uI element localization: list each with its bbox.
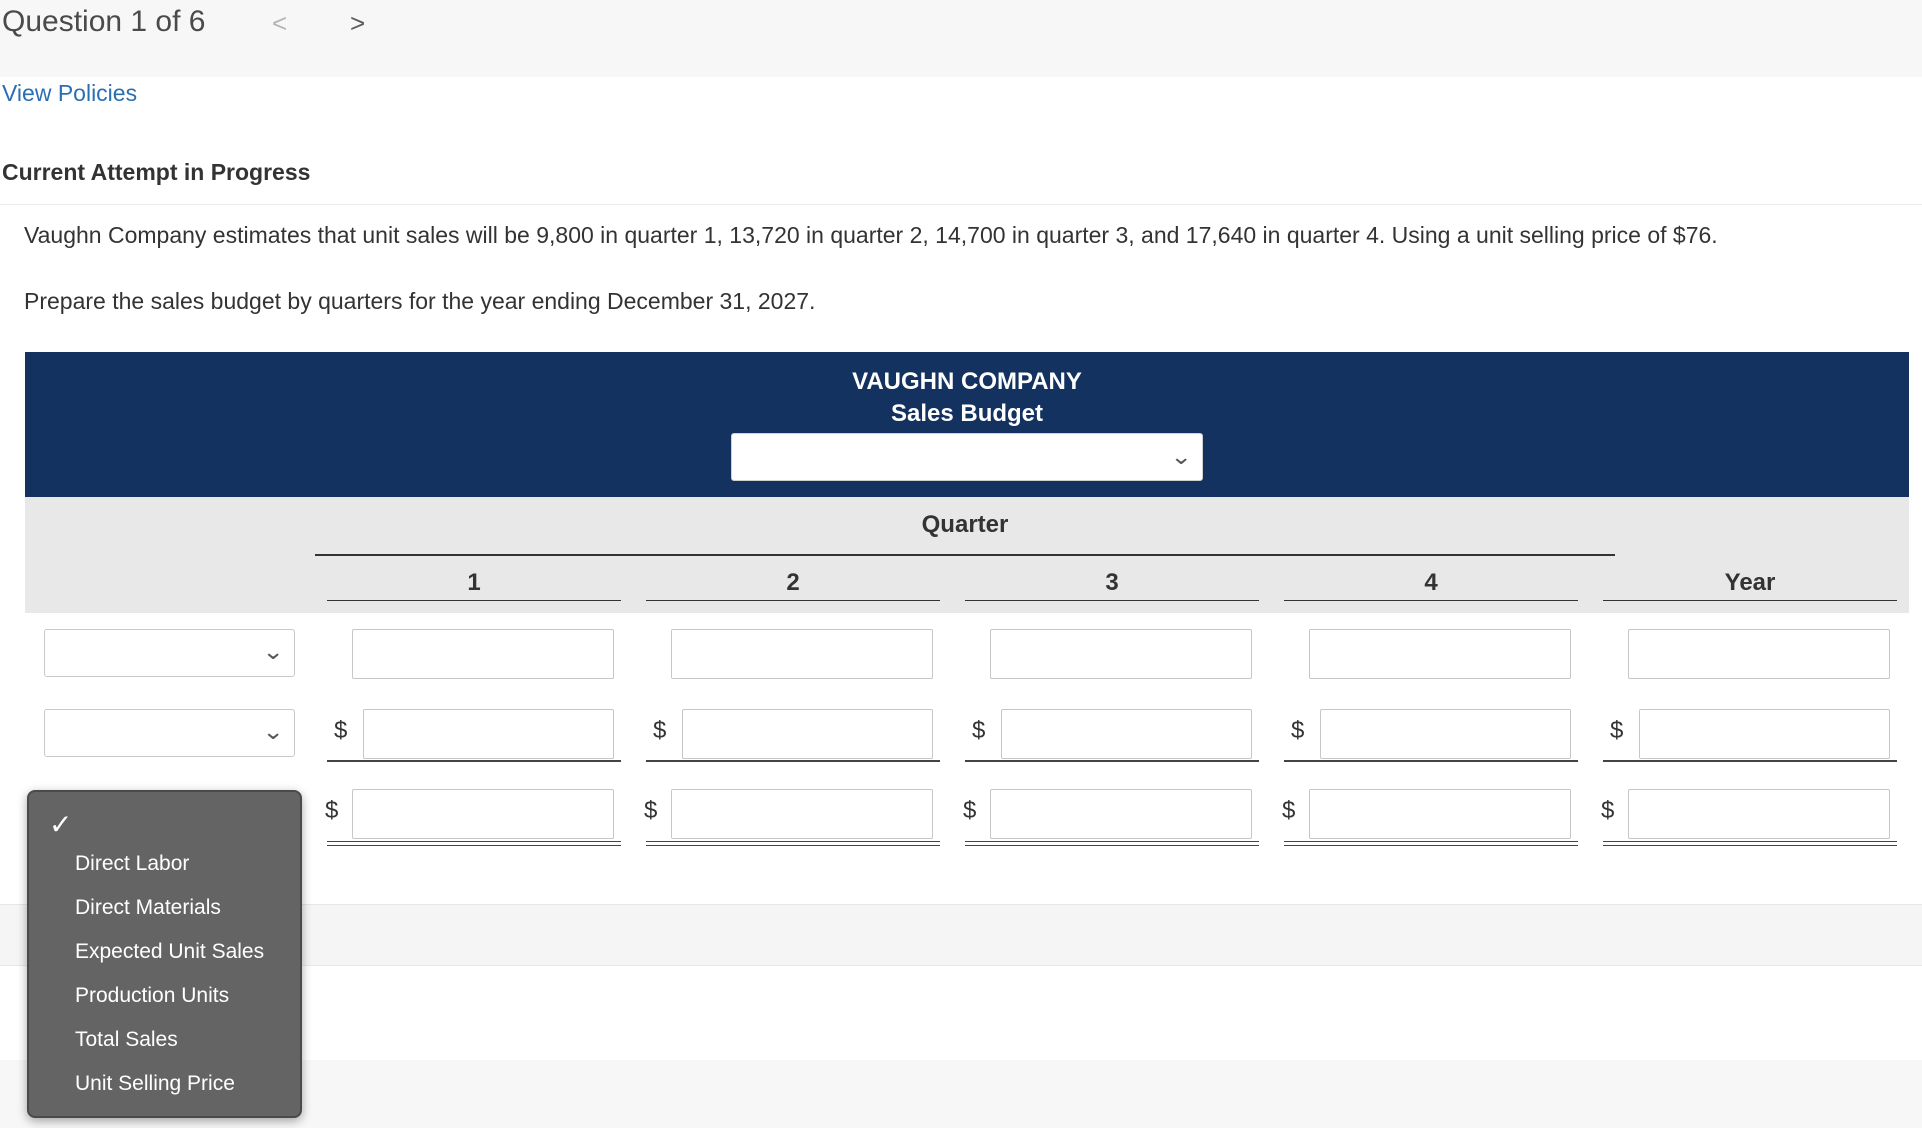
chevron-down-icon: ⌄ bbox=[261, 639, 284, 664]
row2-q4-input[interactable] bbox=[1320, 709, 1571, 759]
quarter-header-rule bbox=[315, 554, 1615, 556]
company-name: VAUGHN COMPANY bbox=[852, 368, 1082, 395]
total-double-rule bbox=[327, 841, 621, 846]
row1-label-select[interactable] bbox=[44, 629, 295, 677]
row3-q2-input[interactable] bbox=[671, 789, 933, 839]
dropdown-option[interactable]: Production Units bbox=[75, 984, 230, 1007]
column-rule bbox=[965, 600, 1259, 601]
row3-q1-input[interactable] bbox=[352, 789, 614, 839]
row1-q2-input[interactable] bbox=[671, 629, 933, 679]
column-header-q4: 4 bbox=[1424, 569, 1438, 596]
currency-symbol: $ bbox=[1282, 797, 1296, 824]
column-header-year: Year bbox=[1724, 569, 1776, 596]
column-header-band bbox=[25, 497, 1909, 613]
column-header-q1: 1 bbox=[467, 569, 481, 596]
total-double-rule bbox=[1603, 841, 1897, 846]
row1-q4-input[interactable] bbox=[1309, 629, 1571, 679]
problem-statement: Vaughn Company estimates that unit sales will be 9,800 in quarter 1, 13,720 in quarter 2, 14,700 in quarter 3, and 17,640 in quarter 4. Using a unit selling price of $76. bbox=[24, 222, 1718, 248]
question-counter: Question 1 of 6 bbox=[2, 5, 206, 38]
column-rule bbox=[327, 760, 621, 762]
column-rule bbox=[327, 600, 621, 601]
divider bbox=[0, 204, 1922, 205]
column-rule bbox=[646, 600, 940, 601]
previous-question-icon[interactable]: < bbox=[272, 8, 288, 38]
row3-q4-input[interactable] bbox=[1309, 789, 1571, 839]
row2-q3-input[interactable] bbox=[1001, 709, 1252, 759]
dropdown-option[interactable]: Total Sales bbox=[75, 1028, 178, 1051]
row2-q2-input[interactable] bbox=[682, 709, 933, 759]
question-nav-bar bbox=[0, 0, 1922, 77]
chevron-down-icon: ⌄ bbox=[261, 719, 284, 744]
currency-symbol: $ bbox=[644, 797, 658, 824]
column-rule bbox=[965, 760, 1259, 762]
row3-year-input[interactable] bbox=[1628, 789, 1890, 839]
currency-symbol: $ bbox=[972, 717, 986, 744]
view-policies-link[interactable]: View Policies bbox=[2, 80, 138, 106]
currency-symbol: $ bbox=[653, 717, 667, 744]
dropdown-option[interactable]: Direct Materials bbox=[75, 896, 221, 919]
currency-symbol: $ bbox=[1601, 797, 1615, 824]
row1-q1-input[interactable] bbox=[352, 629, 614, 679]
row1-q3-input[interactable] bbox=[990, 629, 1252, 679]
dropdown-option[interactable]: Direct Labor bbox=[75, 852, 190, 875]
column-rule bbox=[1284, 760, 1578, 762]
problem-instruction: Prepare the sales budget by quarters for the year ending December 31, 2027. bbox=[24, 288, 816, 314]
currency-symbol: $ bbox=[963, 797, 977, 824]
next-question-icon[interactable]: > bbox=[350, 8, 366, 38]
currency-symbol: $ bbox=[1610, 717, 1624, 744]
attempt-status: Current Attempt in Progress bbox=[2, 159, 311, 185]
row2-label-select[interactable] bbox=[44, 709, 295, 757]
period-select[interactable] bbox=[731, 433, 1203, 481]
column-rule bbox=[1284, 600, 1578, 601]
column-rule bbox=[1603, 600, 1897, 601]
budget-title: Sales Budget bbox=[890, 400, 1044, 427]
column-header-q3: 3 bbox=[1105, 569, 1119, 596]
total-double-rule bbox=[1284, 841, 1578, 846]
currency-symbol: $ bbox=[334, 717, 348, 744]
row-label-dropdown-menu bbox=[27, 790, 302, 1118]
currency-symbol: $ bbox=[1291, 717, 1305, 744]
total-double-rule bbox=[965, 841, 1259, 846]
total-double-rule bbox=[646, 841, 940, 846]
budget-banner bbox=[25, 352, 1909, 497]
column-rule bbox=[1603, 760, 1897, 762]
row2-q1-input[interactable] bbox=[363, 709, 614, 759]
row1-year-input[interactable] bbox=[1628, 629, 1890, 679]
row2-year-input[interactable] bbox=[1639, 709, 1890, 759]
dropdown-option[interactable]: Expected Unit Sales bbox=[75, 940, 265, 963]
row3-q3-input[interactable] bbox=[990, 789, 1252, 839]
column-rule bbox=[646, 760, 940, 762]
column-header-q2: 2 bbox=[786, 569, 800, 596]
checkmark-icon[interactable]: ✓ bbox=[49, 809, 73, 840]
currency-symbol: $ bbox=[325, 797, 339, 824]
dropdown-option[interactable]: Unit Selling Price bbox=[75, 1072, 235, 1095]
quarter-group-header: Quarter bbox=[921, 511, 1009, 538]
chevron-down-icon: ⌄ bbox=[1169, 444, 1192, 469]
